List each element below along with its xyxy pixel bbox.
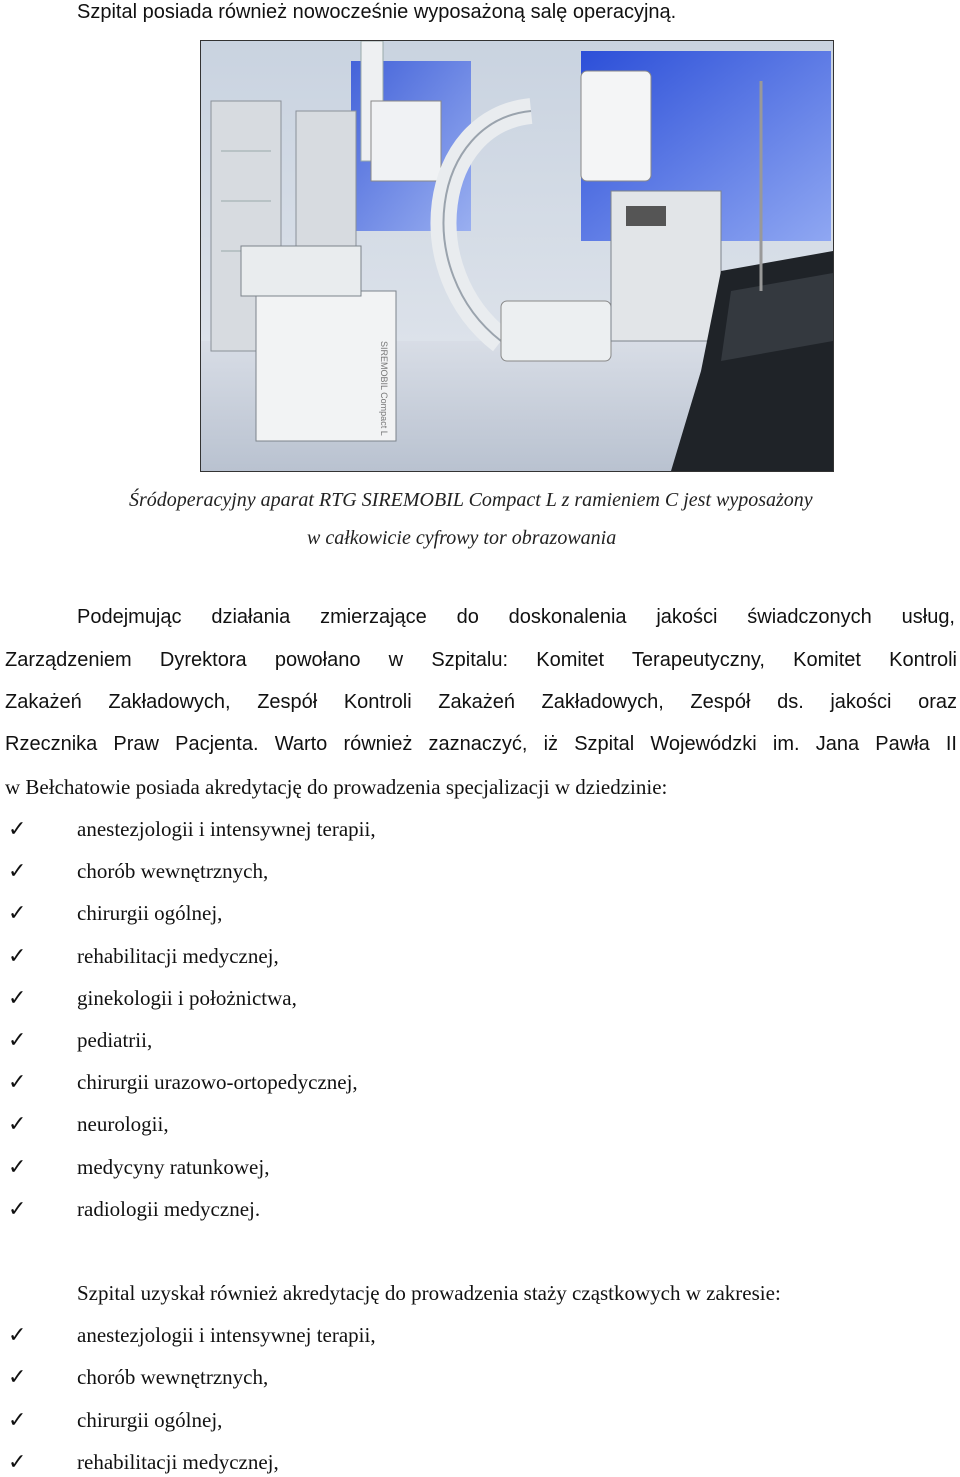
internship-item: anestezjologii i intensywnej terapii, <box>77 1323 376 1347</box>
c-arm-cart <box>256 291 396 441</box>
paragraph-line-4: Rzecznika Praw Pacjenta. Warto również zaznaczyć, iż Szpital Wojewódzki im. Jana Pawła II <box>5 733 957 755</box>
specialization-item: medycyny ratunkowej, <box>77 1155 270 1179</box>
checkmark-icon: ✓ <box>8 1196 27 1221</box>
operating-room-illustration <box>201 41 833 471</box>
specialization-item: chirurgii urazowo-ortopedycznej, <box>77 1070 358 1094</box>
checkmark-icon: ✓ <box>8 1322 27 1347</box>
specialization-item: pediatrii, <box>77 1028 153 1052</box>
checkmark-icon: ✓ <box>8 1027 27 1052</box>
operating-room-photo <box>200 40 834 472</box>
checkmark-icon: ✓ <box>8 1111 27 1136</box>
x-ray-tube <box>581 71 651 181</box>
specialization-item: rehabilitacji medycznej, <box>77 944 279 968</box>
intro-text: Szpital posiada również nowocześnie wyposażoną salę operacyjną. <box>77 1 677 23</box>
specialization-item: anestezjologii i intensywnej terapii, <box>77 817 376 841</box>
checkmark-icon: ✓ <box>8 1449 27 1474</box>
paragraph-line-3: Zakażeń Zakładowych, Zespół Kontroli Zakażeń Zakładowych, Zespół ds. jakości oraz <box>5 691 957 713</box>
checkmark-icon: ✓ <box>8 1407 27 1432</box>
checkmark-icon: ✓ <box>8 1069 27 1094</box>
paragraph-line-5: w Bełchatowie posiada akredytację do prowadzenia specjalizacji w dziedzinie: <box>5 775 668 799</box>
checkmark-icon: ✓ <box>8 900 27 925</box>
photo-caption-line-1: Śródoperacyjny aparat RTG SIREMOBIL Compact L z ramieniem C jest wyposażony <box>129 489 813 511</box>
internship-item: chirurgii ogólnej, <box>77 1408 223 1432</box>
specialization-item: ginekologii i położnictwa, <box>77 986 297 1010</box>
checkmark-icon: ✓ <box>8 1364 27 1389</box>
specialization-item: neurologii, <box>77 1112 169 1136</box>
internships-heading: Szpital uzyskał również akredytację do prowadzenia staży cząstkowych w zakresie: <box>77 1281 781 1305</box>
paragraph-line-1: Podejmując działania zmierzające do doskonalenia jakości świadczonych usług, <box>77 606 955 628</box>
photo-caption-line-2: w całkowicie cyfrowy tor obrazowania <box>307 527 617 549</box>
checkmark-icon: ✓ <box>8 858 27 883</box>
device-label: SIREMOBIL Compact L <box>379 341 389 436</box>
specialization-item: chirurgii ogólnej, <box>77 901 223 925</box>
internship-item: rehabilitacji medycznej, <box>77 1450 279 1474</box>
checkmark-icon: ✓ <box>8 943 27 968</box>
paragraph-line-2: Zarządzeniem Dyrektora powołano w Szpitalu: Komitet Terapeutyczny, Komitet Kontroli <box>5 649 957 671</box>
checkmark-icon: ✓ <box>8 1154 27 1179</box>
specialization-item: radiologii medycznej. <box>77 1197 261 1221</box>
internship-item: chorób wewnętrznych, <box>77 1365 269 1389</box>
specialization-item: chorób wewnętrznych, <box>77 859 269 883</box>
checkmark-icon: ✓ <box>8 985 27 1010</box>
checkmark-icon: ✓ <box>8 816 27 841</box>
